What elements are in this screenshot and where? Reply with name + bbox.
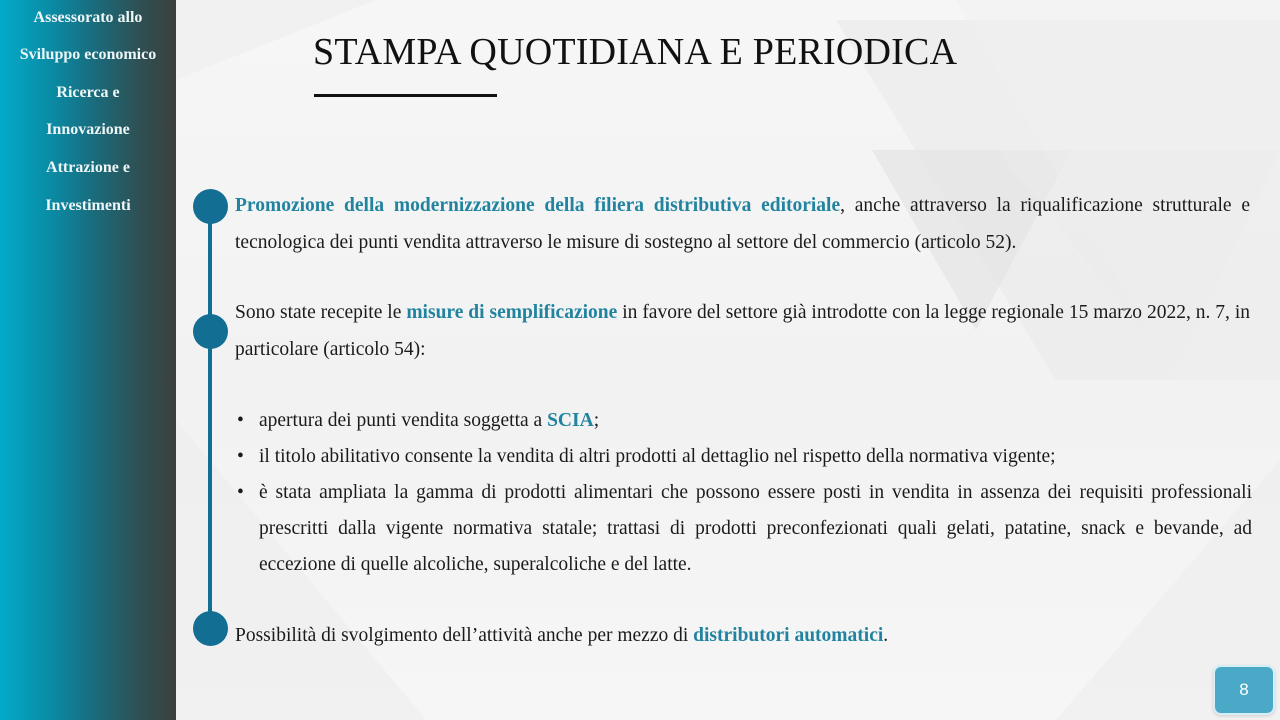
item-2-intro: Sono state recepite le	[235, 302, 407, 323]
item-3-text	[235, 617, 1250, 654]
bullet-item	[235, 475, 1252, 583]
sidebar-line: Sviluppo economico	[19, 46, 157, 63]
bullet-text: il titolo abilitativo consente la vendita di altri prodotti al dettaglio nel rispetto della normativa vigente;	[259, 446, 1056, 467]
bullet-list	[235, 403, 1252, 583]
sidebar-line: Innovazione	[46, 121, 130, 138]
bullet-item	[235, 403, 1252, 439]
item-1-rest: , anche attraverso la riqualificazione strutturale e tecnologica dei punti vendita attraverso le misure di sostegno al settore del commercio (articolo 52).	[235, 195, 1250, 253]
sidebar-line: Ricerca e	[56, 84, 120, 101]
sidebar-line: Investimenti	[45, 197, 131, 214]
sidebar-line: Attrazione e	[46, 159, 130, 176]
page-title: STAMPA QUOTIDIANA E PERIODICA	[313, 31, 958, 73]
sidebar	[0, 0, 176, 720]
bullet-item	[235, 439, 1252, 475]
item-3-highlight: distributori automatici	[693, 625, 884, 646]
timeline-dot	[193, 314, 228, 349]
item-2-highlight: misure di semplificazione	[406, 302, 618, 323]
bullet-text-end: ;	[593, 410, 600, 431]
sidebar-line: Assessorato allo	[33, 9, 143, 26]
page-number-badge: 8	[1213, 665, 1275, 715]
bullet-text: apertura dei punti vendita soggetta a	[259, 410, 548, 431]
item-1-text	[235, 187, 1250, 261]
title-underline	[314, 94, 497, 97]
timeline-line	[208, 206, 212, 628]
timeline-dot	[193, 611, 228, 646]
bullet-highlight: SCIA	[547, 410, 594, 431]
timeline-dot	[193, 189, 228, 224]
item-2-text	[235, 294, 1250, 368]
item-1-highlight: Promozione della modernizzazione della filiera distributiva editoriale	[235, 195, 841, 216]
item-3-intro: Possibilità di svolgimento dell’attività anche per mezzo di	[235, 625, 694, 646]
item-3-rest: .	[883, 625, 889, 646]
bullet-text: è stata ampliata la gamma di prodotti alimentari che possono essere posti in vendita in assenza dei requisiti professionali prescritti dalla vigente normativa statale; trattasi di prodotti preconfezionati quali gelati, patatine, snack e bevande, ad eccezione di quelle alcoliche, superalcoliche e del latte.	[259, 482, 1252, 575]
item-2-rest: in favore del settore già introdotte con la legge regionale 15 marzo 2022, n. 7, in particolare (articolo 54):	[235, 302, 1251, 360]
